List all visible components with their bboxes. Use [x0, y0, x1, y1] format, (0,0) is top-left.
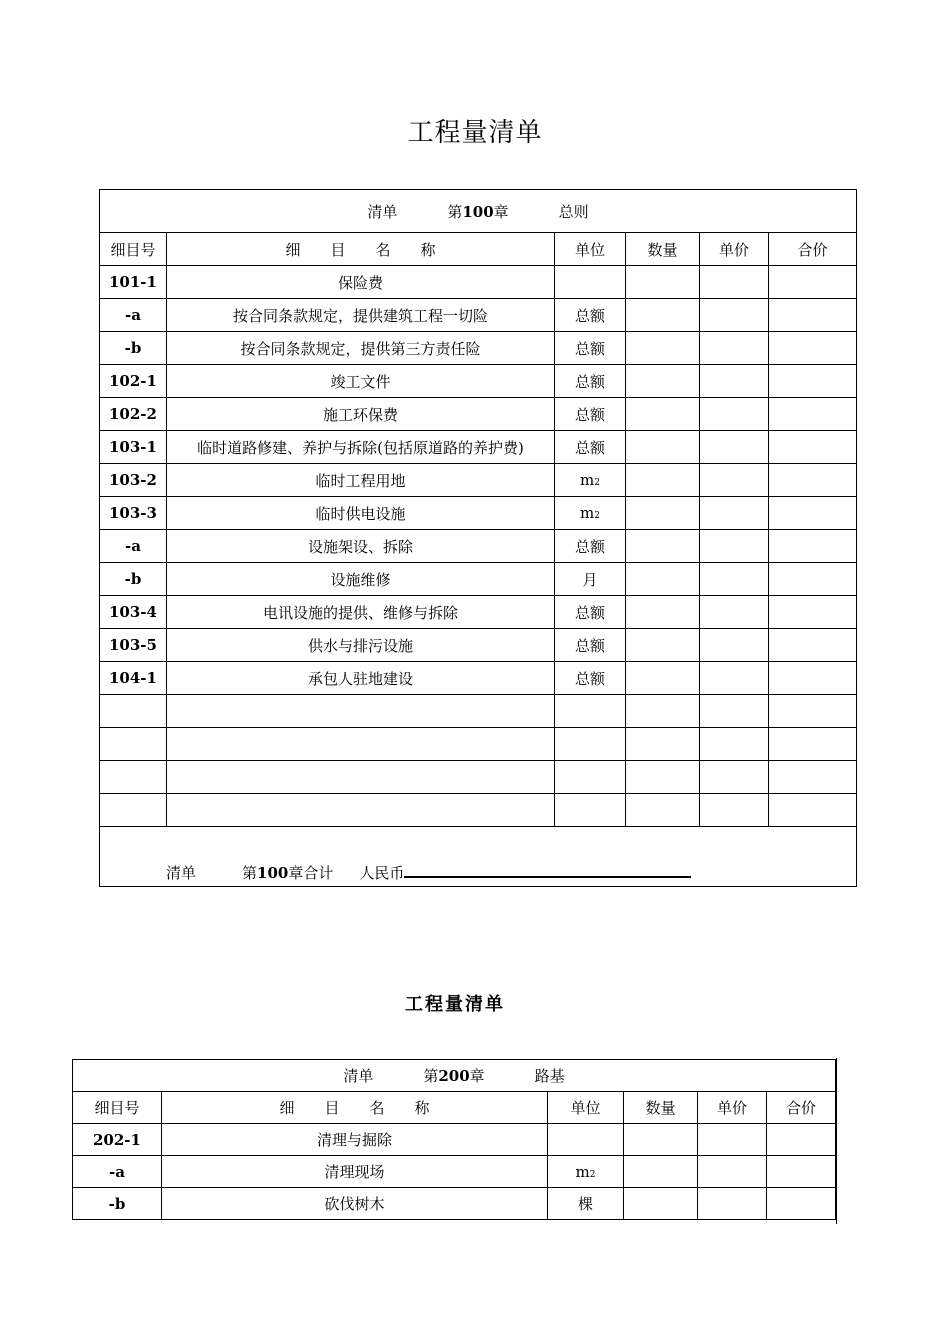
- item-code: 104-1: [100, 662, 167, 695]
- item-code: -a: [100, 530, 167, 563]
- item-quantity[interactable]: [626, 629, 700, 662]
- item-quantity[interactable]: [626, 299, 700, 332]
- item-code: 103-4: [100, 596, 167, 629]
- table-row: [100, 365, 857, 398]
- item-unit-price[interactable]: [700, 431, 769, 464]
- chapter-summary-row: [100, 827, 857, 887]
- chapter-qd: 清单: [343, 1067, 374, 1085]
- item-quantity[interactable]: [624, 1156, 698, 1188]
- item-name: 设施维修: [167, 563, 555, 596]
- item-unit: 棵: [548, 1188, 624, 1220]
- table-row: [100, 662, 857, 695]
- item-total-price[interactable]: [769, 431, 857, 464]
- item-quantity[interactable]: [624, 1188, 698, 1220]
- table-row-empty: [100, 761, 857, 794]
- table-row: [100, 563, 857, 596]
- table-row: [100, 431, 857, 464]
- item-unit-price[interactable]: [700, 464, 769, 497]
- item-unit: 总额: [555, 398, 626, 431]
- table-row: [100, 596, 857, 629]
- item-quantity[interactable]: [626, 464, 700, 497]
- table-row: [73, 1124, 836, 1156]
- item-unit: [548, 1124, 624, 1156]
- page-title: 工程量清单: [407, 118, 543, 148]
- item-name: 清理现场: [162, 1156, 548, 1188]
- item-code: 101-1: [100, 266, 167, 299]
- item-unit: 总额: [555, 596, 626, 629]
- item-quantity[interactable]: [626, 431, 700, 464]
- amount-blank-line[interactable]: [404, 862, 691, 878]
- table-row-empty: [100, 695, 857, 728]
- item-unit-price[interactable]: [700, 332, 769, 365]
- col-header-name: 细 目 名 称: [162, 1092, 548, 1124]
- item-code: 103-5: [100, 629, 167, 662]
- col-header-code: 细目号: [73, 1092, 162, 1124]
- col-header-price: 单价: [700, 233, 769, 266]
- item-code: 103-2: [100, 464, 167, 497]
- summary-rest: 章合计: [288, 864, 334, 882]
- item-name: 供水与排污设施: [167, 629, 555, 662]
- item-unit-price[interactable]: [700, 266, 769, 299]
- item-total-price[interactable]: [767, 1188, 836, 1220]
- item-quantity[interactable]: [626, 596, 700, 629]
- item-name: 竣工文件: [167, 365, 555, 398]
- bill-table-chapter-200: [72, 1059, 836, 1220]
- item-unit: 总额: [555, 662, 626, 695]
- bill-table-chapter-100: [99, 189, 857, 887]
- item-unit: m2: [555, 464, 626, 497]
- item-unit: 总额: [555, 431, 626, 464]
- item-unit: m2: [548, 1156, 624, 1188]
- item-unit-price[interactable]: [698, 1124, 767, 1156]
- item-unit-price[interactable]: [700, 563, 769, 596]
- col-header-unit: 单位: [548, 1092, 624, 1124]
- chapter-number: 200: [438, 1067, 470, 1085]
- item-total-price[interactable]: [769, 332, 857, 365]
- chapter-qd: 清单: [367, 202, 398, 221]
- item-unit: 总额: [555, 530, 626, 563]
- item-unit-price[interactable]: [700, 596, 769, 629]
- item-quantity[interactable]: [626, 662, 700, 695]
- item-unit-price[interactable]: [700, 497, 769, 530]
- summary-di: 第: [242, 864, 258, 882]
- table-row-empty: [100, 728, 857, 761]
- table-row: [100, 629, 857, 662]
- item-unit: 总额: [555, 332, 626, 365]
- item-code: -b: [100, 332, 167, 365]
- item-code: -a: [73, 1156, 162, 1188]
- table-right-border: [836, 1058, 837, 1224]
- col-header-total: 合价: [769, 233, 857, 266]
- col-header-unit: 单位: [555, 233, 626, 266]
- item-code: 102-2: [100, 398, 167, 431]
- item-quantity[interactable]: [626, 365, 700, 398]
- item-quantity[interactable]: [626, 530, 700, 563]
- item-unit-price[interactable]: [700, 365, 769, 398]
- page-title-2: 工程量清单: [405, 994, 505, 1015]
- item-unit-price[interactable]: [698, 1188, 767, 1220]
- item-name: 承包人驻地建设: [167, 662, 555, 695]
- item-total-price[interactable]: [769, 662, 857, 695]
- item-total-price[interactable]: [769, 530, 857, 563]
- col-header-qty: 数量: [626, 233, 700, 266]
- item-code: 103-1: [100, 431, 167, 464]
- item-name: 施工环保费: [167, 398, 555, 431]
- chapter-di: 第: [447, 202, 463, 221]
- item-name: 临时供电设施: [167, 497, 555, 530]
- item-unit-price[interactable]: [698, 1156, 767, 1188]
- item-total-price[interactable]: [769, 497, 857, 530]
- item-total-price[interactable]: [767, 1156, 836, 1188]
- chapter-di: 第: [423, 1067, 439, 1085]
- item-total-price[interactable]: [769, 464, 857, 497]
- chapter-title: [73, 1060, 836, 1092]
- item-name: 按合同条款规定，提供建筑工程一切险: [167, 299, 555, 332]
- col-header-total: 合价: [767, 1092, 836, 1124]
- col-header-code: 细目号: [100, 233, 167, 266]
- table-row-empty: [100, 794, 857, 827]
- item-total-price[interactable]: [769, 266, 857, 299]
- item-unit: 总额: [555, 365, 626, 398]
- item-name: 清理与掘除: [162, 1124, 548, 1156]
- chapter-header-row: [73, 1060, 836, 1092]
- chapter-summary: [100, 827, 857, 887]
- item-unit: 总额: [555, 299, 626, 332]
- chapter-name: 总则: [558, 202, 589, 221]
- item-quantity[interactable]: [626, 497, 700, 530]
- col-header-name: 细 目 名 称: [167, 233, 555, 266]
- chapter-header-row: [100, 190, 857, 233]
- item-code: -b: [100, 563, 167, 596]
- table-row: [100, 530, 857, 563]
- table-row: [73, 1188, 836, 1220]
- item-total-price[interactable]: [769, 563, 857, 596]
- col-header-qty: 数量: [624, 1092, 698, 1124]
- item-total-price[interactable]: [769, 299, 857, 332]
- item-name: 保险费: [167, 266, 555, 299]
- item-name: 临时道路修建、养护与拆除(包括原道路的养护费): [167, 431, 555, 464]
- item-total-price[interactable]: [767, 1124, 836, 1156]
- col-header-price: 单价: [698, 1092, 767, 1124]
- summary-number: 100: [257, 864, 289, 882]
- item-quantity[interactable]: [626, 563, 700, 596]
- item-unit: 总额: [555, 629, 626, 662]
- item-total-price[interactable]: [769, 629, 857, 662]
- item-total-price[interactable]: [769, 398, 857, 431]
- item-name: 临时工程用地: [167, 464, 555, 497]
- item-quantity[interactable]: [626, 332, 700, 365]
- summary-qd: 清单: [166, 864, 197, 882]
- table-row: [100, 299, 857, 332]
- table-row: [73, 1156, 836, 1188]
- item-unit: 月: [555, 563, 626, 596]
- item-quantity[interactable]: [624, 1124, 698, 1156]
- item-unit: m2: [555, 497, 626, 530]
- item-unit-price[interactable]: [700, 629, 769, 662]
- item-total-price[interactable]: [769, 365, 857, 398]
- column-header-row: [100, 233, 857, 266]
- table-row: [100, 464, 857, 497]
- item-quantity[interactable]: [626, 266, 700, 299]
- item-quantity[interactable]: [626, 398, 700, 431]
- item-code: 103-3: [100, 497, 167, 530]
- chapter-zhang: 章: [469, 1067, 485, 1085]
- item-total-price[interactable]: [769, 596, 857, 629]
- table-row: [100, 332, 857, 365]
- item-unit-price[interactable]: [700, 662, 769, 695]
- table-row: [100, 398, 857, 431]
- column-header-row: [73, 1092, 836, 1124]
- table-row: [100, 497, 857, 530]
- chapter-number: 100: [462, 202, 494, 221]
- item-unit-price[interactable]: [700, 398, 769, 431]
- item-name: 设施架设、拆除: [167, 530, 555, 563]
- item-unit: [555, 266, 626, 299]
- item-unit-price[interactable]: [700, 530, 769, 563]
- item-code: -a: [100, 299, 167, 332]
- item-code: 202-1: [73, 1124, 162, 1156]
- item-name: 砍伐树木: [162, 1188, 548, 1220]
- chapter-zhang: 章: [493, 202, 509, 221]
- item-name: 电讯设施的提供、维修与拆除: [167, 596, 555, 629]
- item-unit-price[interactable]: [700, 299, 769, 332]
- table-row: [100, 266, 857, 299]
- chapter-name: 路基: [534, 1067, 565, 1085]
- chapter-title: [100, 190, 857, 233]
- item-code: -b: [73, 1188, 162, 1220]
- item-name: 按合同条款规定，提供第三方责任险: [167, 332, 555, 365]
- item-code: 102-1: [100, 365, 167, 398]
- summary-rmb: 人民币: [359, 864, 405, 882]
